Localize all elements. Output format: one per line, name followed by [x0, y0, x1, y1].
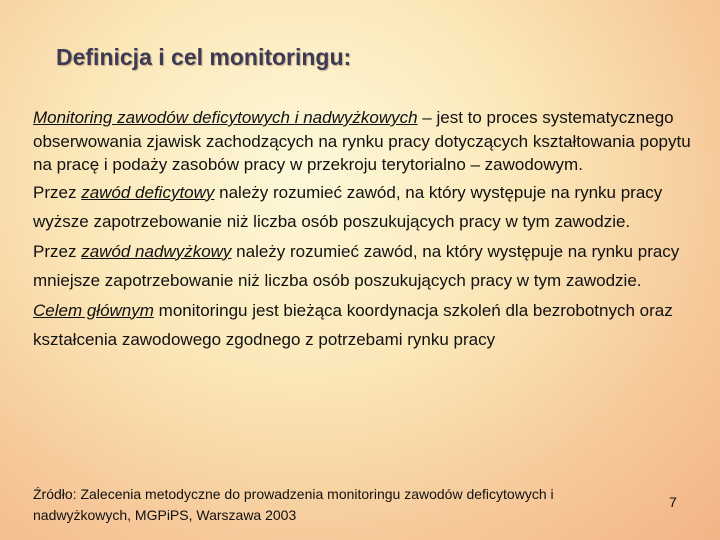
- definition-deficit-prefix: Przez: [33, 182, 82, 202]
- definition-surplus-prefix: Przez: [33, 241, 82, 261]
- slide-title: Definicja i cel monitoringu:: [56, 44, 352, 70]
- source-note: Źródło: Zalecenia metodyczne do prowadzenia monitoringu zawodów deficytowych i nadwyżkowych, MGPiPS, Warszawa 2003: [33, 486, 554, 523]
- definition-deficit-text: należy rozumieć zawód, na który występuje na rynku pracy wyższe zapotrzebowanie niż liczba osób poszukujących pracy w tym zawodzie.: [33, 182, 663, 231]
- term-main-goal: Celem głównym: [33, 300, 154, 320]
- main-goal: [33, 296, 693, 354]
- definition-deficit-occupation: [33, 178, 693, 236]
- definition-surplus-occupation: [33, 237, 693, 295]
- definition-surplus-text: należy rozumieć zawód, na który występuje na rynku pracy mniejsze zapotrzebowanie niż liczba osób poszukujących pracy w tym zawodzie.: [33, 241, 680, 290]
- slide-body: [33, 106, 693, 354]
- main-goal-text: monitoringu jest bieżąca koordynacja szkoleń dla bezrobotnych oraz kształcenia zawodowego zgodnego z potrzebami rynku pracy: [33, 300, 673, 349]
- page-number: 7: [669, 494, 677, 510]
- term-deficit-occupation: zawód deficytowy: [81, 182, 215, 202]
- definition-monitoring: [33, 106, 693, 177]
- term-surplus-occupation: zawód nadwyżkowy: [81, 241, 232, 261]
- definition-monitoring-text: – jest to proces systematycznego obserwowania zjawisk zachodzących na rynku pracy dotyczących kształtowania popytu na pracę i podaży zasobów pracy w przekroju terytorialno – zawodowym.: [33, 108, 691, 174]
- term-monitoring: Monitoring zawodów deficytowych i nadwyżkowych: [33, 108, 418, 127]
